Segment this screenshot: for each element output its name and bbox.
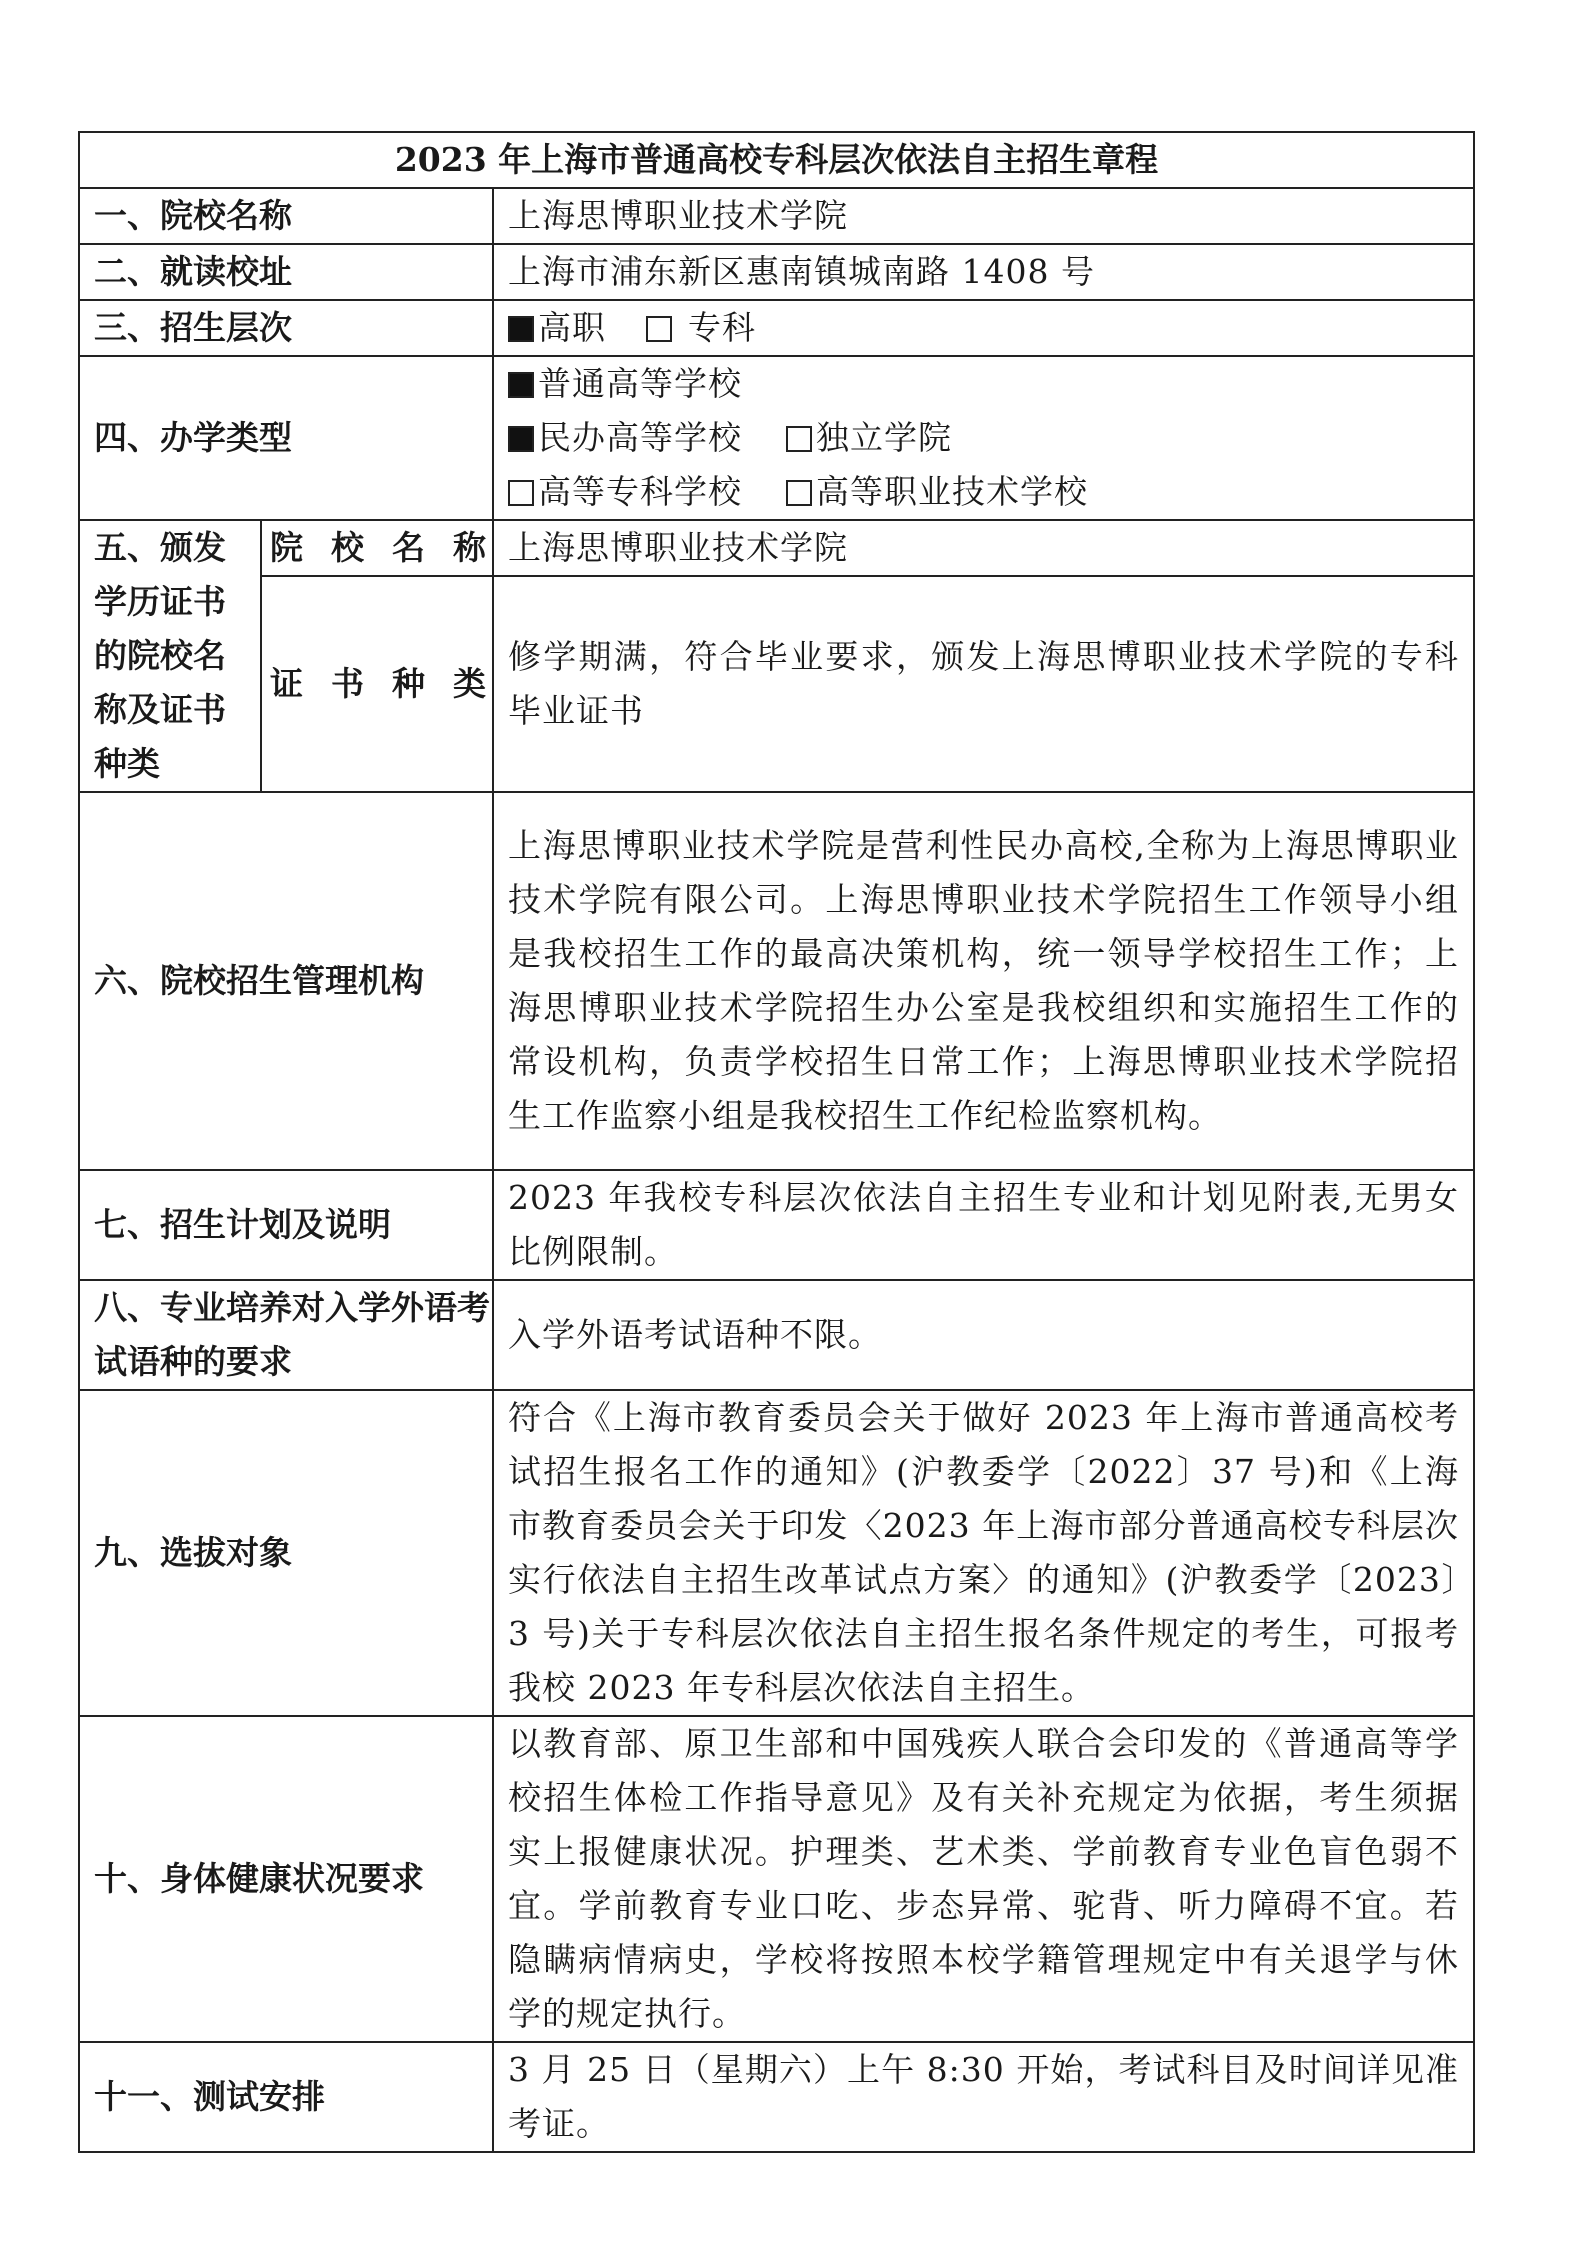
option-vocational-college: 高等职业技术学校 [816, 472, 1088, 511]
row-label-enrollment-plan: 七、招生计划及说明 [79, 1170, 493, 1280]
school-type-options [493, 356, 1474, 520]
empty-checkbox-icon [786, 480, 812, 506]
table-row [79, 1716, 1474, 2042]
table-row [79, 576, 1474, 792]
empty-checkbox-icon [786, 426, 812, 452]
certificate-type-value: 修学期满，符合毕业要求，颁发上海思博职业技术学院的专科毕业证书 [493, 576, 1474, 792]
admissions-office-value: 上海思博职业技术学院是营利性民办高校,全称为上海思博职业技术学院有限公司。上海思博职业技术学院招生工作领导小组是我校招生工作的最高决策机构，统一领导学校招生工作；上海思博职业技术学院招生办公室是我校组织和实施招生工作的常设机构，负责学校招生日常工作；上海思博职业技术学院招生工作监察小组是我校招生工作纪检监察机构。 [493, 792, 1474, 1170]
sub-label-school-name: 院校名称 [261, 520, 493, 576]
test-schedule-value: 3 月 25 日（星期六）上午 8:30 开始，考试科目及时间详见准考证。 [493, 2042, 1474, 2152]
eligibility-value: 符合《上海市教育委员会关于做好 2023 年上海市普通高校考试招生报名工作的通知》(沪教委学〔2022〕37 号)和《上海市教育委员会关于印发〈2023 年上海市部分普通高校专科层次实行依法自主招生改革试点方案〉的通知》(沪教委学〔2023〕3 号)关于专科层次依法自主招生报名条件规定的考生，可报考我校 2023 年专科层次依法自主招生。 [493, 1390, 1474, 1716]
row-label-school-name: 一、院校名称 [79, 188, 493, 244]
table-row [79, 1170, 1474, 1280]
table-row [79, 188, 1474, 244]
row-label-school-type: 四、办学类型 [79, 356, 493, 520]
admissions-charter-table [78, 131, 1475, 2153]
filled-checkbox-icon [508, 316, 534, 342]
row-label-language-requirement: 八、专业培养对入学外语考试语种的要求 [79, 1280, 493, 1390]
filled-checkbox-icon [508, 426, 534, 452]
row-label-address: 二、就读校址 [79, 244, 493, 300]
row-label-admissions-office: 六、院校招生管理机构 [79, 792, 493, 1170]
row-label-health: 十、身体健康状况要求 [79, 1716, 493, 2042]
table-row [79, 1390, 1474, 1716]
language-requirement-value: 入学外语考试语种不限。 [493, 1280, 1474, 1390]
level-options [493, 300, 1474, 356]
school-name-value: 上海思博职业技术学院 [493, 188, 1474, 244]
certificate-school-value: 上海思博职业技术学院 [493, 520, 1474, 576]
table-row [79, 2042, 1474, 2152]
option-independent-college: 独立学院 [816, 418, 952, 457]
row-label-test-schedule: 十一、测试安排 [79, 2042, 493, 2152]
filled-checkbox-icon [508, 372, 534, 398]
row-label-eligibility: 九、选拔对象 [79, 1390, 493, 1716]
table-row [79, 520, 1474, 576]
option-regular-hei: 普通高等学校 [538, 364, 742, 403]
table-row [79, 300, 1474, 356]
sub-label-certificate-type: 证书种类 [261, 576, 493, 792]
table-row [79, 244, 1474, 300]
table-row [79, 356, 1474, 520]
page-title: 2023 年上海市普通高校专科层次依法自主招生章程 [79, 132, 1474, 188]
option-gaozhi: 高职 [538, 308, 606, 347]
empty-checkbox-icon [508, 480, 534, 506]
enrollment-plan-value: 2023 年我校专科层次依法自主招生专业和计划见附表,无男女比例限制。 [493, 1170, 1474, 1280]
row-label-certificate: 五、颁发学历证书的院校名称及证书种类 [79, 520, 261, 792]
table-row [79, 1280, 1474, 1390]
table-row [79, 792, 1474, 1170]
health-value: 以教育部、原卫生部和中国残疾人联合会印发的《普通高等学校招生体检工作指导意见》及有关补充规定为依据，考生须据实上报健康状况。护理类、艺术类、学前教育专业色盲色弱不宜。学前教育专业口吃、步态异常、驼背、听力障碍不宜。若隐瞒病情病史，学校将按照本校学籍管理规定中有关退学与休学的规定执行。 [493, 1716, 1474, 2042]
option-junior-college: 高等专科学校 [538, 472, 742, 511]
empty-checkbox-icon [646, 316, 672, 342]
address-value: 上海市浦东新区惠南镇城南路 1408 号 [493, 244, 1474, 300]
row-label-level: 三、招生层次 [79, 300, 493, 356]
option-zhuanke: 专科 [688, 308, 756, 347]
option-private-hei: 民办高等学校 [538, 418, 742, 457]
